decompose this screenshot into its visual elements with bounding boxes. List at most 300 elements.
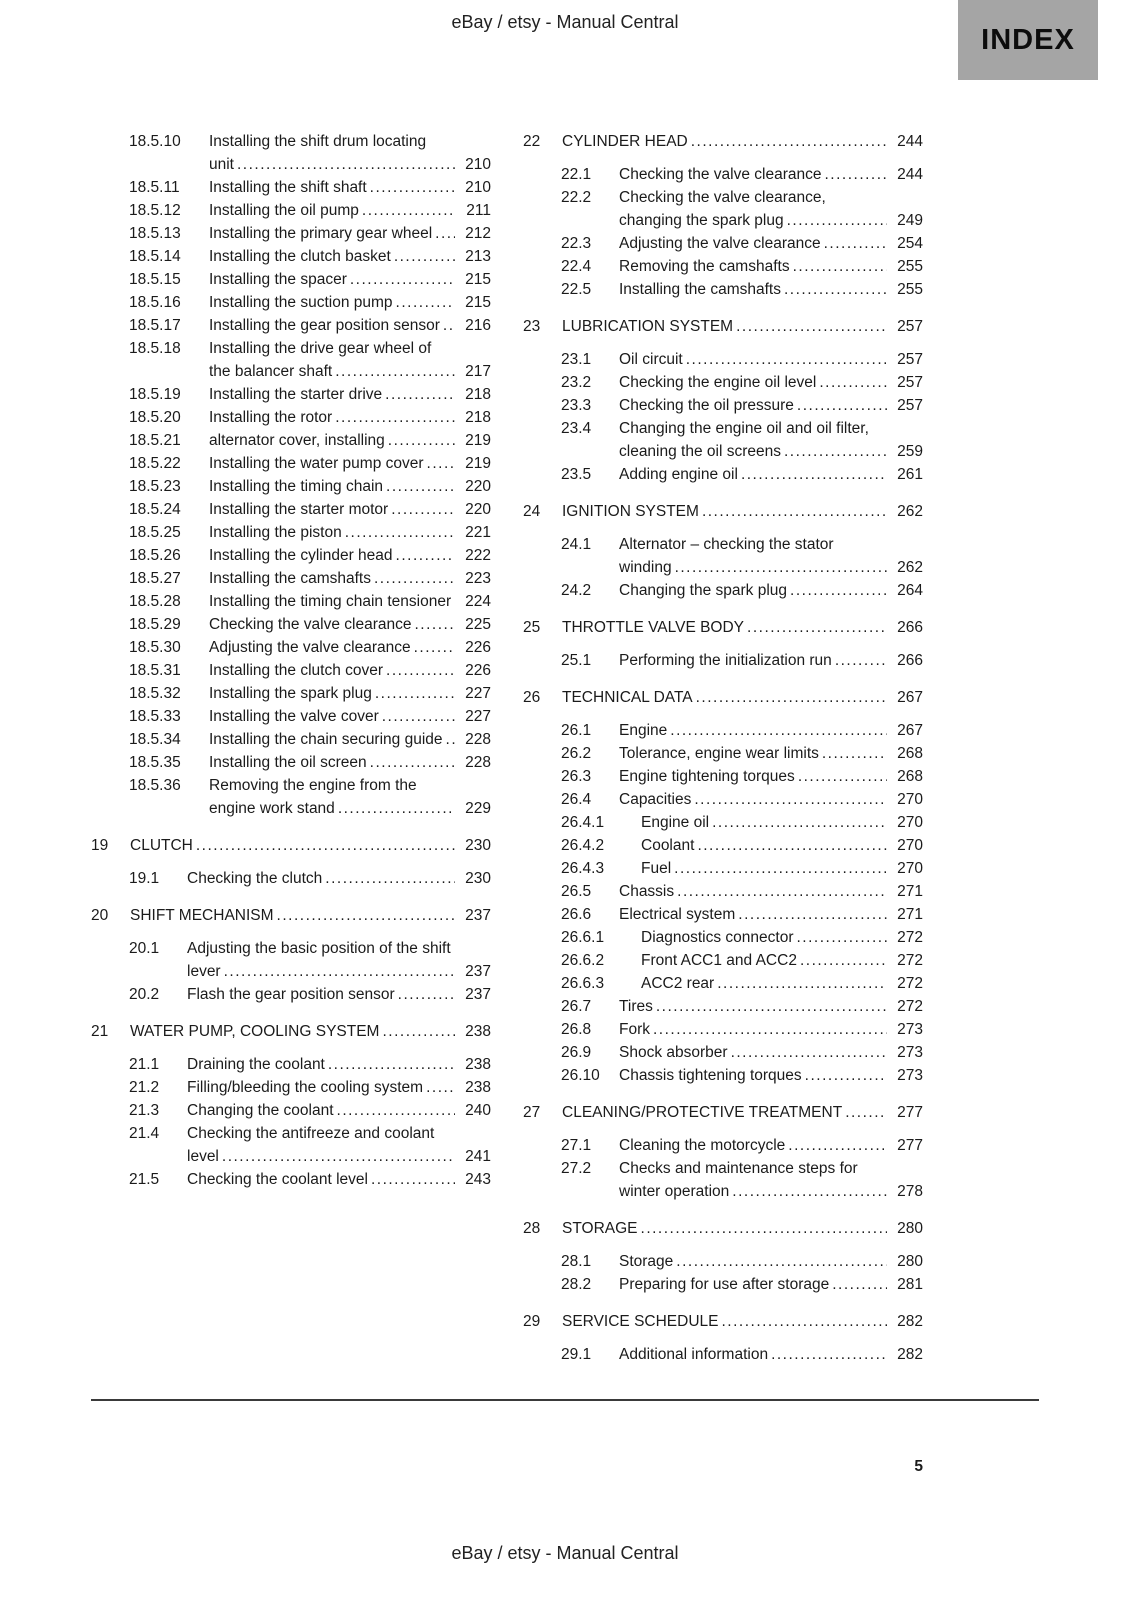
toc-entry-page: 273 <box>897 1044 923 1061</box>
toc-entry-title: Removing the engine from the engine work stand ..... <box>209 774 455 820</box>
toc-entry-number: 23 <box>523 318 541 335</box>
toc-entry-number: 18.5.18 <box>129 340 181 357</box>
toc-entry-number: 28.1 <box>561 1253 592 1270</box>
toc-entry-number: 23.5 <box>561 466 592 483</box>
toc-entry-number: 18.5.10 <box>129 133 181 150</box>
toc-entry-number: 26 <box>523 689 541 706</box>
toc-entry[interactable] <box>523 1064 923 1087</box>
toc-entry-title: Installing the piston ..... <box>209 521 455 544</box>
toc-entry-page: 267 <box>897 689 923 706</box>
toc-entry-number: 18.5.15 <box>129 271 181 288</box>
toc-entry[interactable] <box>91 1053 491 1076</box>
toc-entry-title: Installing the rotor ..... <box>209 406 455 429</box>
toc-entry-number: 18.5.26 <box>129 547 181 564</box>
toc-entry-number: 27 <box>523 1104 541 1121</box>
footer-title: eBay / etsy - Manual Central <box>451 1543 679 1563</box>
toc-entry-number: 18.5.17 <box>129 317 181 334</box>
toc-entry-page: 281 <box>897 1276 923 1293</box>
toc-entry-title: STORAGE ..... <box>562 1217 887 1240</box>
toc-entry-title: Coolant ..... <box>641 834 887 857</box>
toc-entry-title: alternator cover, installing ..... <box>209 429 455 452</box>
toc-entry-number: 29.1 <box>561 1346 592 1363</box>
toc-entry-title: Installing the shift shaft ..... <box>209 176 455 199</box>
toc-entry-number: 23.3 <box>561 397 592 414</box>
toc-entry[interactable] <box>523 649 923 672</box>
toc-entry[interactable] <box>91 1168 491 1191</box>
toc-entry-number: 18.5.12 <box>129 202 181 219</box>
page-number: 5 <box>914 1458 923 1475</box>
toc-entry[interactable] <box>91 406 491 429</box>
toc-entry-page: 240 <box>465 1102 491 1119</box>
toc-entry-page: 219 <box>465 455 491 472</box>
toc-entry[interactable] <box>523 1101 923 1124</box>
toc-entry[interactable] <box>523 1018 923 1041</box>
index-label: INDEX <box>981 23 1075 56</box>
toc-entry-number: 18.5.31 <box>129 662 181 679</box>
toc-entry-title: IGNITION SYSTEM ..... <box>562 500 887 523</box>
toc-entry-title: TECHNICAL DATA ..... <box>562 686 887 709</box>
toc-entry-title: Adjusting the valve clearance ..... <box>209 636 455 659</box>
toc-entry-page: 226 <box>465 639 491 656</box>
toc-entry-page: 271 <box>897 883 923 900</box>
toc-entry-number: 26.4.1 <box>561 814 605 831</box>
toc-entry-page: 268 <box>897 768 923 785</box>
toc-entry[interactable] <box>523 371 923 394</box>
toc-entry-page: 230 <box>465 837 491 854</box>
toc-entry-number: 18.5.20 <box>129 409 181 426</box>
toc-entry-title: THROTTLE VALVE BODY ..... <box>562 616 887 639</box>
toc-entry-page: 226 <box>465 662 491 679</box>
toc-entry-page: 213 <box>465 248 491 265</box>
toc-entry[interactable] <box>91 130 491 176</box>
toc-entry-number: 28 <box>523 1220 541 1237</box>
toc-entry[interactable] <box>91 452 491 475</box>
toc-entry-title: Changing the engine oil and oil filter, cleaning the oil screens ..... <box>619 417 887 463</box>
toc-entry-page: 270 <box>897 791 923 808</box>
header-title: eBay / etsy - Manual Central <box>451 12 679 32</box>
toc-entry[interactable] <box>523 616 923 639</box>
toc-entry-page: 255 <box>897 258 923 275</box>
toc-entry[interactable] <box>523 742 923 765</box>
toc-entry[interactable] <box>523 579 923 602</box>
toc-entry-page: 220 <box>465 501 491 518</box>
toc-entry-title: Flash the gear position sensor ..... <box>187 983 455 1006</box>
toc-entry[interactable] <box>523 163 923 186</box>
toc-entry-number: 18.5.24 <box>129 501 181 518</box>
toc-entry[interactable] <box>523 1157 923 1203</box>
toc-entry-page: 212 <box>465 225 491 242</box>
toc-entry-number: 18.5.30 <box>129 639 181 656</box>
toc-entry[interactable] <box>523 788 923 811</box>
toc-entry-title: Installing the camshafts ..... <box>209 567 455 590</box>
toc-entry-title: Installing the timing chain ..... <box>209 475 455 498</box>
toc-entry-number: 20.2 <box>129 986 160 1003</box>
toc-entry-page: 237 <box>465 963 491 980</box>
toc-entry-title: Engine oil ..... <box>641 811 887 834</box>
toc-entry-number: 24.1 <box>561 536 592 553</box>
toc-entry-number: 18.5.22 <box>129 455 181 472</box>
toc-entry[interactable] <box>523 278 923 301</box>
toc-entry-title: Filling/bleeding the cooling system ..... <box>187 1076 455 1099</box>
toc-entry-page: 210 <box>465 156 491 173</box>
toc-entry[interactable] <box>91 682 491 705</box>
toc-entry-title: Front ACC1 and ACC2 ..... <box>641 949 887 972</box>
toc-entry-page: 249 <box>897 212 923 229</box>
toc-entry[interactable] <box>523 255 923 278</box>
toc-entry-page: 277 <box>897 1104 923 1121</box>
toc-entry[interactable] <box>91 199 491 222</box>
toc-entry-number: 18.5.27 <box>129 570 181 587</box>
toc-entry[interactable] <box>523 880 923 903</box>
toc-entry-page: 261 <box>897 466 923 483</box>
toc-entry-number: 26.7 <box>561 998 592 1015</box>
toc-entry-title: Checking the valve clearance, changing the spark plug ..... <box>619 186 887 232</box>
toc-entry-number: 18.5.21 <box>129 432 181 449</box>
toc-entry[interactable] <box>523 1250 923 1273</box>
toc-entry-title: Installing the chain securing guide ..... <box>209 728 455 751</box>
toc-entry-number: 27.2 <box>561 1160 592 1177</box>
toc-entry-number: 26.9 <box>561 1044 592 1061</box>
toc-entry-number: 22.4 <box>561 258 592 275</box>
toc-entry[interactable] <box>91 544 491 567</box>
toc-left-column <box>91 130 491 1366</box>
toc-entry[interactable] <box>91 222 491 245</box>
toc-entry-page: 272 <box>897 929 923 946</box>
toc-entry-page: 215 <box>465 271 491 288</box>
toc-entry-number: 26.6.1 <box>561 929 605 946</box>
toc-entry[interactable] <box>523 130 923 153</box>
toc-entry[interactable] <box>91 659 491 682</box>
toc-entry[interactable] <box>523 1273 923 1296</box>
toc-entry-page: 273 <box>897 1067 923 1084</box>
toc-entry-page: 270 <box>897 837 923 854</box>
toc-entry-title: Oil circuit ..... <box>619 348 887 371</box>
toc-entry-title: ACC2 rear ..... <box>641 972 887 995</box>
toc-entry-number: 18.5.11 <box>129 179 180 196</box>
toc-entry-number: 26.5 <box>561 883 592 900</box>
toc-entry-page: 229 <box>465 800 491 817</box>
toc-entry-page: 225 <box>465 616 491 633</box>
toc-entry-page: 217 <box>465 363 491 380</box>
toc-entry[interactable] <box>523 232 923 255</box>
table-of-contents <box>91 130 923 1366</box>
toc-entry-number: 23.4 <box>561 420 592 437</box>
toc-entry[interactable] <box>91 937 491 983</box>
toc-entry-title: Checking the valve clearance ..... <box>619 163 887 186</box>
toc-entry-title: Chassis tightening torques ..... <box>619 1064 887 1087</box>
toc-entry-page: 273 <box>897 1021 923 1038</box>
toc-entry-page: 280 <box>897 1253 923 1270</box>
toc-entry[interactable] <box>91 1122 491 1168</box>
toc-entry-title: Changing the coolant ..... <box>187 1099 455 1122</box>
toc-entry-title: Installing the spark plug ..... <box>209 682 455 705</box>
toc-entry[interactable] <box>91 904 491 927</box>
toc-entry[interactable] <box>523 315 923 338</box>
toc-entry-page: 241 <box>465 1148 491 1165</box>
toc-entry-page: 237 <box>465 907 491 924</box>
toc-entry-title: Preparing for use after storage ..... <box>619 1273 887 1296</box>
toc-entry[interactable] <box>523 533 923 579</box>
toc-entry-page: 222 <box>465 547 491 564</box>
toc-entry[interactable] <box>523 417 923 463</box>
toc-entry[interactable] <box>91 498 491 521</box>
toc-entry[interactable] <box>91 705 491 728</box>
toc-entry-title: Additional information ..... <box>619 1343 887 1366</box>
toc-entry-page: 219 <box>465 432 491 449</box>
toc-entry-number: 19 <box>91 837 109 854</box>
toc-entry-page: 211 <box>466 202 491 219</box>
toc-entry-page: 223 <box>465 570 491 587</box>
toc-entry-title: Installing the primary gear wheel ..... <box>209 222 455 245</box>
toc-entry-number: 18.5.35 <box>129 754 181 771</box>
toc-entry[interactable] <box>91 521 491 544</box>
toc-entry[interactable] <box>523 995 923 1018</box>
toc-entry-number: 20 <box>91 907 109 924</box>
toc-entry-title: Fuel ..... <box>641 857 887 880</box>
toc-entry-title: Installing the gear position sensor ..... <box>209 314 455 337</box>
toc-entry-page: 272 <box>897 952 923 969</box>
toc-entry[interactable] <box>91 567 491 590</box>
toc-entry[interactable] <box>91 774 491 820</box>
toc-entry-number: 23.1 <box>561 351 592 368</box>
toc-entry-title: Installing the water pump cover ..... <box>209 452 455 475</box>
toc-entry[interactable] <box>523 1134 923 1157</box>
toc-entry-title: Installing the spacer ..... <box>209 268 455 291</box>
toc-entry[interactable] <box>91 245 491 268</box>
toc-entry-number: 18.5.14 <box>129 248 181 265</box>
toc-entry-title: Installing the clutch cover ..... <box>209 659 455 682</box>
toc-entry-number: 26.6 <box>561 906 592 923</box>
toc-entry-title: Tires ..... <box>619 995 887 1018</box>
toc-entry-page: 230 <box>465 870 491 887</box>
toc-entry-page: 257 <box>897 318 923 335</box>
toc-entry[interactable] <box>91 983 491 1006</box>
toc-entry[interactable] <box>91 268 491 291</box>
toc-entry[interactable] <box>91 636 491 659</box>
toc-entry[interactable] <box>523 903 923 926</box>
toc-entry-page: 224 <box>465 593 491 610</box>
toc-entry-title: LUBRICATION SYSTEM ..... <box>562 315 887 338</box>
toc-entry[interactable] <box>523 1217 923 1240</box>
toc-entry-page: 271 <box>897 906 923 923</box>
toc-entry-number: 26.4.3 <box>561 860 605 877</box>
toc-entry-page: 238 <box>465 1023 491 1040</box>
toc-entry[interactable] <box>91 176 491 199</box>
toc-entry[interactable] <box>91 475 491 498</box>
toc-entry-number: 21.1 <box>129 1056 160 1073</box>
toc-entry-title: Installing the starter drive ..... <box>209 383 455 406</box>
toc-entry-number: 26.1 <box>561 722 592 739</box>
toc-entry-number: 25 <box>523 619 541 636</box>
toc-entry-page: 267 <box>897 722 923 739</box>
toc-entry-title: CYLINDER HEAD ..... <box>562 130 887 153</box>
toc-entry-number: 26.3 <box>561 768 592 785</box>
toc-entry-title: Installing the starter motor ..... <box>209 498 455 521</box>
toc-entry-number: 22.3 <box>561 235 592 252</box>
toc-entry-number: 29 <box>523 1313 541 1330</box>
toc-entry-number: 26.4 <box>561 791 592 808</box>
toc-entry-title: Installing the drive gear wheel of the balancer shaft ..... <box>209 337 455 383</box>
toc-entry[interactable] <box>523 394 923 417</box>
toc-entry[interactable] <box>91 291 491 314</box>
toc-entry-title: Adjusting the basic position of the shift lever ..... <box>187 937 455 983</box>
toc-entry-page: 278 <box>897 1183 923 1200</box>
toc-entry-page: 210 <box>465 179 491 196</box>
toc-entry-page: 262 <box>897 503 923 520</box>
toc-entry[interactable] <box>523 1041 923 1064</box>
toc-entry-title: Installing the clutch basket ..... <box>209 245 455 268</box>
toc-entry[interactable] <box>523 348 923 371</box>
toc-entry-title: Checking the oil pressure ..... <box>619 394 887 417</box>
toc-entry-title: Draining the coolant ..... <box>187 1053 455 1076</box>
toc-entry-title: Shock absorber ..... <box>619 1041 887 1064</box>
toc-entry-number: 24 <box>523 503 541 520</box>
toc-entry-number: 23.2 <box>561 374 592 391</box>
toc-entry[interactable] <box>91 383 491 406</box>
toc-entry-title: Engine tightening torques ..... <box>619 765 887 788</box>
toc-entry-number: 28.2 <box>561 1276 592 1293</box>
toc-entry-number: 26.6.2 <box>561 952 605 969</box>
toc-entry[interactable] <box>91 751 491 774</box>
toc-entry-title: Performing the initialization run ..... <box>619 649 887 672</box>
toc-entry-page: 254 <box>897 235 923 252</box>
toc-entry[interactable] <box>523 972 923 995</box>
toc-entry[interactable] <box>523 719 923 742</box>
toc-entry-number: 21.5 <box>129 1171 160 1188</box>
toc-entry-title: Checking the antifreeze and coolant level ..... <box>187 1122 455 1168</box>
toc-entry[interactable] <box>91 1099 491 1122</box>
toc-entry-page: 266 <box>897 652 923 669</box>
toc-entry-title: WATER PUMP, COOLING SYSTEM ..... <box>130 1020 455 1043</box>
toc-entry-page: 282 <box>897 1346 923 1363</box>
toc-entry[interactable] <box>523 811 923 834</box>
toc-entry-title: SHIFT MECHANISM ..... <box>130 904 455 927</box>
toc-entry-title: Cleaning the motorcycle ..... <box>619 1134 887 1157</box>
toc-entry-title: Checking the coolant level ..... <box>187 1168 455 1191</box>
toc-entry-page: 227 <box>465 685 491 702</box>
toc-entry-number: 18.5.29 <box>129 616 181 633</box>
toc-entry-number: 21.2 <box>129 1079 160 1096</box>
toc-entry-number: 21 <box>91 1023 109 1040</box>
toc-entry-title: Installing the timing chain tensioner ..... <box>209 590 455 613</box>
toc-entry-title: CLEANING/PROTECTIVE TREATMENT ..... <box>562 1101 887 1124</box>
toc-entry-page: 280 <box>897 1220 923 1237</box>
toc-entry-page: 221 <box>465 524 491 541</box>
toc-entry-page: 255 <box>897 281 923 298</box>
toc-entry-title: Removing the camshafts ..... <box>619 255 887 278</box>
toc-entry-title: Installing the cylinder head ..... <box>209 544 455 567</box>
toc-entry[interactable] <box>91 429 491 452</box>
toc-entry[interactable] <box>523 686 923 709</box>
toc-entry-title: Chassis ..... <box>619 880 887 903</box>
toc-entry[interactable] <box>523 500 923 523</box>
footer-divider <box>91 1399 1039 1401</box>
toc-entry-number: 26.10 <box>561 1067 600 1084</box>
toc-entry[interactable] <box>523 834 923 857</box>
toc-entry-number: 20.1 <box>129 940 160 957</box>
toc-entry[interactable] <box>91 314 491 337</box>
toc-entry[interactable] <box>91 728 491 751</box>
toc-entry[interactable] <box>91 1076 491 1099</box>
toc-entry-page: 257 <box>897 374 923 391</box>
toc-entry-title: Changing the spark plug ..... <box>619 579 887 602</box>
toc-entry-title: Alternator – checking the stator winding ..... <box>619 533 887 579</box>
toc-entry-title: Storage ..... <box>619 1250 887 1273</box>
toc-entry[interactable] <box>523 765 923 788</box>
toc-entry-page: 244 <box>897 133 923 150</box>
toc-right-column <box>523 130 923 1366</box>
toc-entry-number: 18.5.19 <box>129 386 181 403</box>
toc-entry[interactable] <box>91 834 491 857</box>
toc-entry-number: 22.2 <box>561 189 592 206</box>
toc-entry-title: Electrical system ..... <box>619 903 887 926</box>
toc-entry-number: 22.1 <box>561 166 592 183</box>
toc-entry-number: 24.2 <box>561 582 592 599</box>
toc-entry[interactable] <box>91 613 491 636</box>
toc-entry-title: Installing the camshafts ..... <box>619 278 887 301</box>
toc-entry-number: 18.5.33 <box>129 708 181 725</box>
toc-entry-number: 26.2 <box>561 745 592 762</box>
toc-entry-title: SERVICE SCHEDULE ..... <box>562 1310 887 1333</box>
toc-entry-page: 270 <box>897 814 923 831</box>
toc-entry[interactable] <box>523 857 923 880</box>
toc-entry[interactable] <box>523 186 923 232</box>
toc-entry-number: 18.5.28 <box>129 593 181 610</box>
toc-entry-page: 266 <box>897 619 923 636</box>
toc-entry-page: 262 <box>897 559 923 576</box>
toc-entry-page: 218 <box>465 409 491 426</box>
toc-entry-number: 26.4.2 <box>561 837 605 854</box>
toc-entry-page: 238 <box>465 1056 491 1073</box>
toc-entry[interactable] <box>523 1310 923 1333</box>
toc-entry-page: 257 <box>897 397 923 414</box>
toc-entry-page: 259 <box>897 443 923 460</box>
toc-entry-title: Diagnostics connector ..... <box>641 926 887 949</box>
toc-entry[interactable] <box>91 590 491 613</box>
toc-entry-title: Checking the valve clearance ..... <box>209 613 455 636</box>
toc-entry[interactable] <box>91 867 491 890</box>
toc-entry-page: 215 <box>465 294 491 311</box>
toc-entry-title: Fork ..... <box>619 1018 887 1041</box>
toc-entry[interactable] <box>91 1020 491 1043</box>
toc-entry-page: 216 <box>465 317 491 334</box>
toc-entry-title: Checking the clutch ..... <box>187 867 455 890</box>
toc-entry-page: 282 <box>897 1313 923 1330</box>
toc-entry-title: Checks and maintenance steps for winter operation ..... <box>619 1157 887 1203</box>
toc-entry-title: Adjusting the valve clearance ..... <box>619 232 887 255</box>
toc-entry-number: 22.5 <box>561 281 592 298</box>
toc-entry[interactable] <box>91 337 491 383</box>
toc-entry-number: 18.5.32 <box>129 685 181 702</box>
toc-entry-page: 243 <box>465 1171 491 1188</box>
index-tab[interactable] <box>958 0 1098 80</box>
toc-entry-title: Installing the oil screen ..... <box>209 751 455 774</box>
toc-entry-page: 237 <box>465 986 491 1003</box>
toc-entry[interactable] <box>523 926 923 949</box>
toc-entry-page: 228 <box>465 754 491 771</box>
toc-entry[interactable] <box>523 949 923 972</box>
toc-entry[interactable] <box>523 1343 923 1366</box>
toc-entry-number: 18.5.25 <box>129 524 181 541</box>
toc-entry-page: 227 <box>465 708 491 725</box>
toc-entry-page: 238 <box>465 1079 491 1096</box>
toc-entry-page: 268 <box>897 745 923 762</box>
toc-entry-page: 228 <box>465 731 491 748</box>
toc-entry[interactable] <box>523 463 923 486</box>
toc-entry-page: 272 <box>897 998 923 1015</box>
toc-entry-number: 26.6.3 <box>561 975 605 992</box>
toc-entry-number: 22 <box>523 133 541 150</box>
